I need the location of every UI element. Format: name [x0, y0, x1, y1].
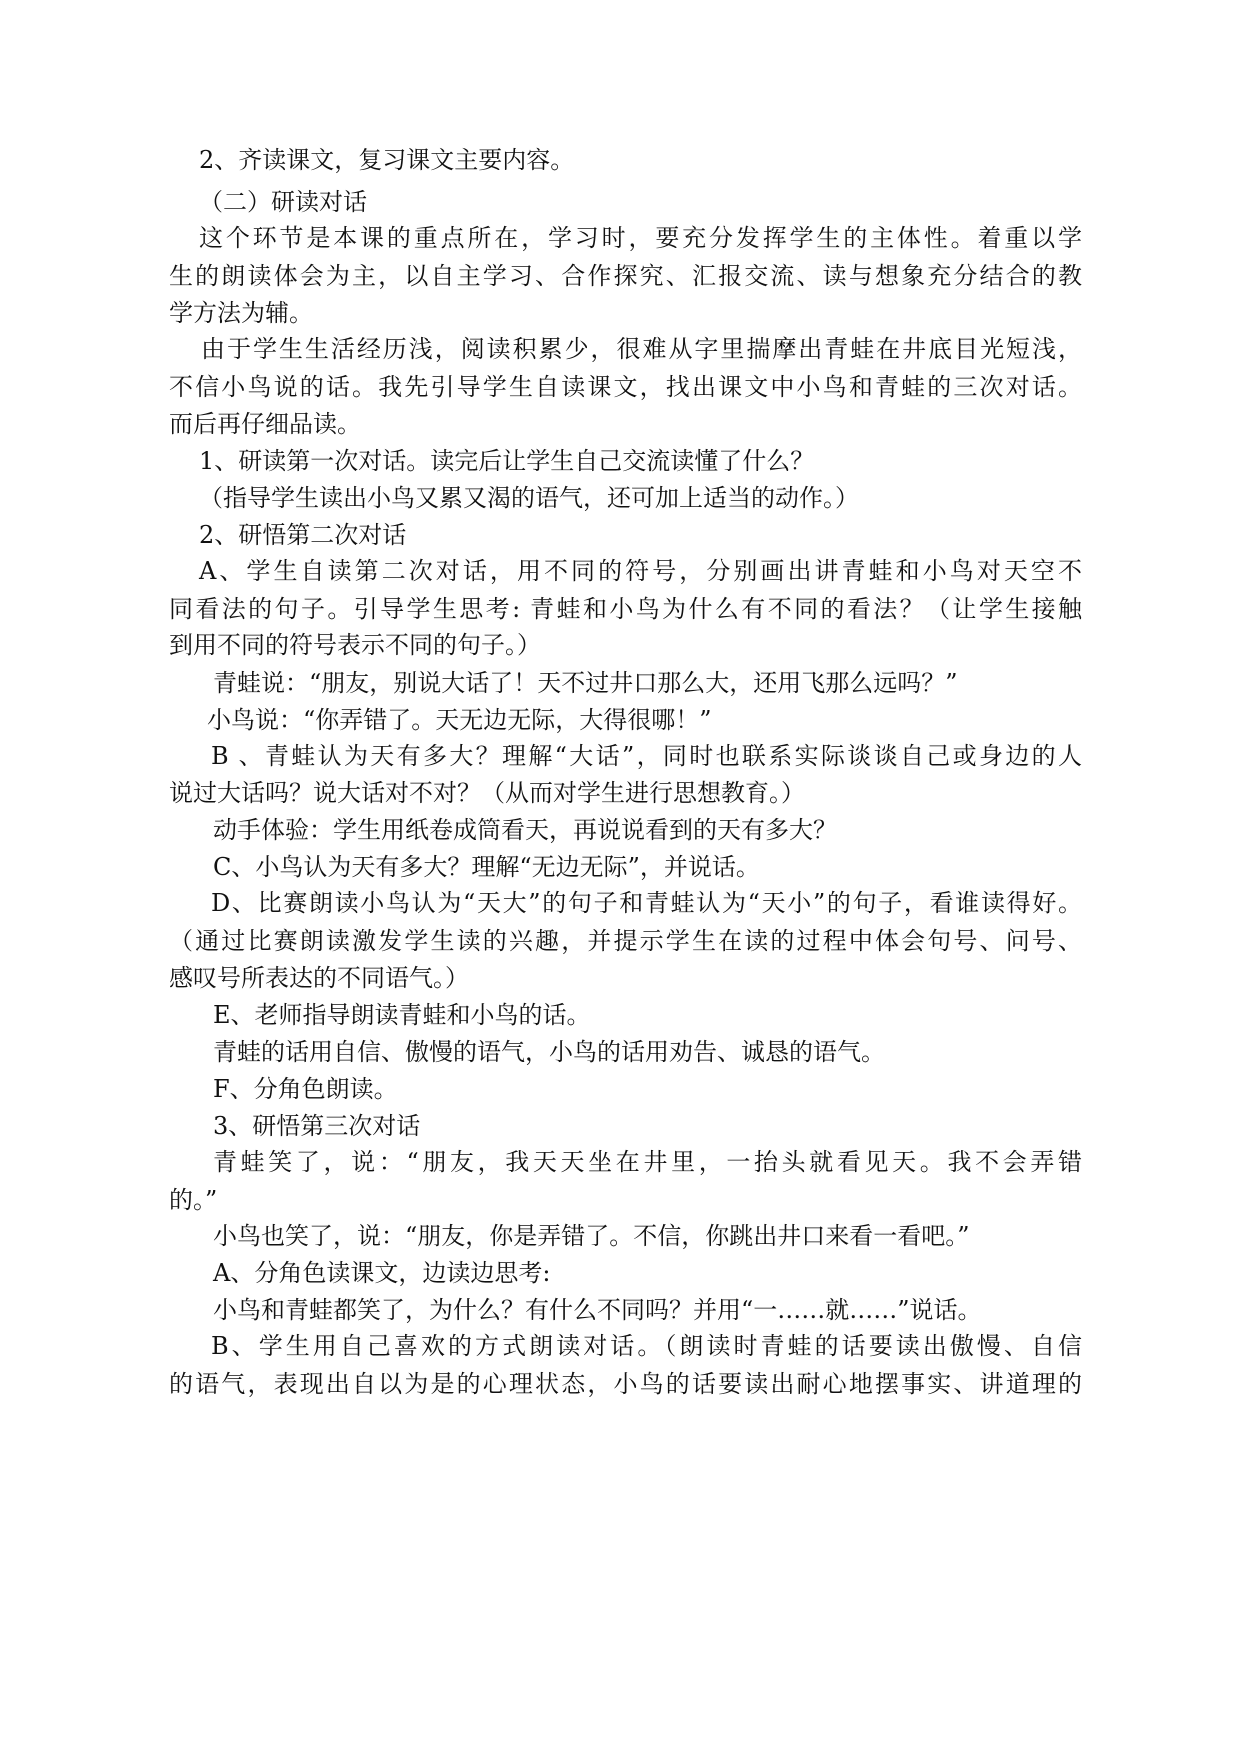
text-line: F、分角色朗读。	[213, 1075, 398, 1103]
quote-line: 的。”	[169, 1186, 218, 1214]
text-line: 同看法的句子。引导学生思考: 青蛙和小鸟为什么有不同的看法？（让学生接触	[169, 595, 1082, 623]
text-line: （通过比赛朗读激发学生读的兴趣，并提示学生在读的过程中体会句号、问号、	[169, 927, 1082, 955]
text-line: E、老师指导朗读青蛙和小鸟的话。	[213, 1001, 591, 1029]
quote-line: 青蛙说：“朋友，别说大话了！天不过井口那么大，还用飞那么远吗？”	[213, 669, 958, 697]
text-line: C、小鸟认为天有多大？理解“无边无际”，并说话。	[213, 853, 760, 881]
quote-line: 青蛙笑了，说：“朋友，我天天坐在井里，一抬头就看见天。我不会弄错	[213, 1148, 1082, 1176]
text-line: 小鸟和青蛙都笑了，为什么？有什么不同吗？并用“一……就……”说话。	[213, 1296, 982, 1324]
quote-line: 小鸟说：“你弄错了。天无边无际，大得很哪！”	[207, 706, 712, 734]
text-line: B 、青蛙认为天有多大？理解“大话”，同时也联系实际谈谈自己或身边的人	[211, 742, 1082, 770]
text-line: 感叹号所表达的不同语气。）	[169, 964, 469, 992]
text-line: 学方法为辅。	[169, 299, 313, 327]
text-line: 而后再仔细品读。	[169, 410, 361, 438]
text-line: 生的朗读体会为主，以自主学习、合作探究、汇报交流、读与想象充分结合的教	[169, 262, 1082, 290]
text-line: 的语气，表现出自以为是的心理状态，小鸟的话要读出耐心地摆事实、讲道理的	[169, 1370, 1082, 1398]
text-line: 1、研读第一次对话。读完后让学生自己交流读懂了什么？	[199, 447, 815, 475]
text-line: 由于学生生活经历浅，阅读积累少，很难从字里揣摩出青蛙在井底目光短浅，	[201, 335, 1082, 363]
text-line: B、学生用自己喜欢的方式朗读对话。（朗读时青蛙的话要读出傲慢、自信	[211, 1332, 1082, 1360]
text-line: D、比赛朗读小鸟认为“天大”的句子和青蛙认为“天小”的句子，看谁读得好。	[211, 889, 1082, 917]
quote-line: 小鸟也笑了，说：“朋友，你是弄错了。不信，你跳出井口来看一看吧。”	[213, 1222, 970, 1250]
section-heading: （二）研读对话	[199, 188, 367, 216]
text-line: 2、齐读课文，复习课文主要内容。	[199, 146, 575, 174]
text-line: 到用不同的符号表示不同的句子。）	[169, 631, 541, 659]
text-line: 说过大话吗？说大话对不对？（从而对学生进行思想教育。）	[169, 779, 805, 807]
text-line: （指导学生读出小鸟又累又渴的语气，还可加上适当的动作。）	[199, 484, 859, 512]
text-line: A、学生自读第二次对话，用不同的符号，分别画出讲青蛙和小鸟对天空不	[199, 557, 1082, 585]
text-line: A、分角色读课文，边读边思考:	[213, 1259, 551, 1287]
text-line: 2、研悟第二次对话	[199, 521, 407, 549]
text-line: 不信小鸟说的话。我先引导学生自读课文，找出课文中小鸟和青蛙的三次对话。	[169, 373, 1082, 401]
text-line: 青蛙的话用自信、傲慢的语气，小鸟的话用劝告、诚恳的语气。	[213, 1038, 885, 1066]
section-heading: 3、研悟第三次对话	[213, 1112, 421, 1140]
text-line: 动手体验：学生用纸卷成筒看天，再说说看到的天有多大？	[213, 816, 837, 844]
text-line: 这个环节是本课的重点所在，学习时，要充分发挥学生的主体性。着重以学	[199, 224, 1082, 252]
